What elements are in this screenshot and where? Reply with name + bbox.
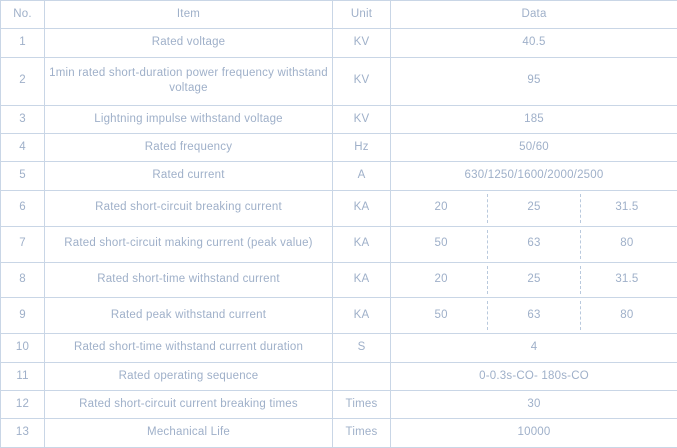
row-item: 1min rated short-duration power frequency withstand voltage [45, 57, 333, 105]
row-unit: KA [333, 298, 391, 334]
row-item: Lightning impulse withstand voltage [45, 105, 333, 133]
header-unit: Unit [333, 1, 391, 29]
row-item: Rated short-time withstand current duration [45, 334, 333, 362]
row-unit: KA [333, 190, 391, 226]
row-data-value: 20 [395, 266, 488, 295]
row-data-value: 31.5 [615, 273, 639, 286]
row-data-value: 50 [395, 230, 488, 259]
table-row [1, 262, 677, 298]
row-item: Rated frequency [45, 134, 333, 162]
row-no: 9 [1, 298, 45, 334]
row-data-value: 80 [620, 309, 634, 322]
row-item: Rated peak withstand current [45, 298, 333, 334]
table-row [1, 134, 677, 162]
row-unit: Times [333, 391, 391, 419]
table-body [1, 1, 677, 448]
row-unit: S [333, 334, 391, 362]
row-data: 10000 [391, 419, 677, 448]
row-data: 0-0.3s-CO- 180s-CO [391, 362, 677, 390]
row-data: 185 [391, 105, 677, 133]
row-no: 4 [1, 134, 45, 162]
row-no: 5 [1, 162, 45, 190]
row-no: 2 [1, 57, 45, 105]
row-no: 11 [1, 362, 45, 390]
row-data-value: 20 [395, 194, 488, 223]
header-no: No. [1, 1, 45, 29]
row-data: 30 [391, 391, 677, 419]
row-item: Rated current [45, 162, 333, 190]
row-data-value: 25 [488, 194, 581, 223]
table-row [1, 57, 677, 105]
table-row [1, 419, 677, 448]
row-data: 50/60 [391, 134, 677, 162]
row-data-value: 25 [488, 266, 581, 295]
table-row [1, 190, 677, 226]
table-row [1, 334, 677, 362]
row-unit: Hz [333, 134, 391, 162]
row-item: Rated voltage [45, 29, 333, 57]
row-item: Rated short-time withstand current [45, 262, 333, 298]
row-item: Rated short-circuit making current (peak value) [45, 226, 333, 262]
row-data-value: 31.5 [615, 201, 639, 214]
row-unit [333, 362, 391, 390]
row-no: 3 [1, 105, 45, 133]
row-data-group [391, 226, 677, 262]
table-row [1, 29, 677, 57]
row-unit: KV [333, 105, 391, 133]
row-item: Rated short-circuit breaking current [45, 190, 333, 226]
row-unit: KA [333, 226, 391, 262]
row-unit: KV [333, 57, 391, 105]
row-data-value: 63 [488, 230, 581, 259]
row-unit: A [333, 162, 391, 190]
row-data-value: 80 [620, 237, 634, 250]
table-row [1, 226, 677, 262]
row-no: 1 [1, 29, 45, 57]
row-unit: KV [333, 29, 391, 57]
table-row [1, 105, 677, 133]
table-row [1, 391, 677, 419]
row-data-value: 63 [488, 301, 581, 330]
row-no: 13 [1, 419, 45, 448]
row-no: 6 [1, 190, 45, 226]
row-item: Rated operating sequence [45, 362, 333, 390]
row-item: Mechanical Life [45, 419, 333, 448]
header-data: Data [391, 1, 677, 29]
table-header-row [1, 1, 677, 29]
row-no: 7 [1, 226, 45, 262]
row-data: 4 [391, 334, 677, 362]
row-no: 12 [1, 391, 45, 419]
row-no: 8 [1, 262, 45, 298]
row-data: 40.5 [391, 29, 677, 57]
row-unit: KA [333, 262, 391, 298]
row-data-group [391, 298, 677, 334]
row-data: 630/1250/1600/2000/2500 [391, 162, 677, 190]
row-item: Rated short-circuit current breaking times [45, 391, 333, 419]
row-no: 10 [1, 334, 45, 362]
table-row [1, 162, 677, 190]
table-row [1, 298, 677, 334]
header-item: Item [45, 1, 333, 29]
row-data-group [391, 262, 677, 298]
row-unit: Times [333, 419, 391, 448]
row-data-value: 50 [395, 301, 488, 330]
table-row [1, 362, 677, 390]
row-data-group [391, 190, 677, 226]
row-data: 95 [391, 57, 677, 105]
